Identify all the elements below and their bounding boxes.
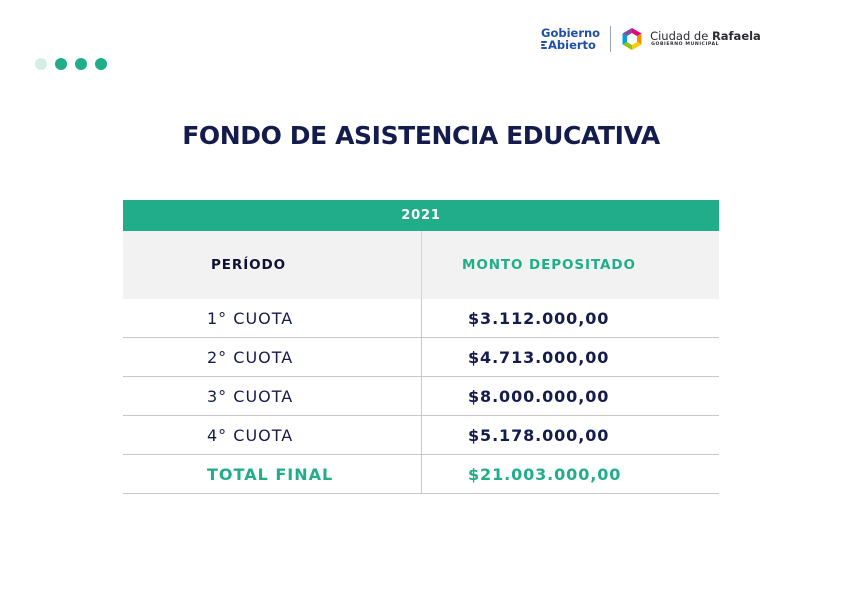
period-text: 4° CUOTA <box>207 426 294 445</box>
table-row <box>123 416 719 455</box>
header-logos <box>541 24 761 54</box>
page-title: FONDO DE ASISTENCIA EDUCATIVA <box>182 121 660 150</box>
ciudad-rafaela-hexagon-icon <box>620 27 644 51</box>
period-cell <box>123 377 421 415</box>
amount-cell <box>421 299 719 337</box>
logo-divider <box>610 26 611 52</box>
dot-4 <box>95 58 107 70</box>
period-text: 2° CUOTA <box>207 348 294 367</box>
total-amount: $21.003.000,00 <box>468 465 622 484</box>
period-text: 3° CUOTA <box>207 387 294 406</box>
dot-3 <box>75 58 87 70</box>
payments-table <box>123 200 719 494</box>
gobierno-abierto-line1: Gobierno <box>541 26 601 40</box>
period-cell <box>123 416 421 454</box>
ciudad-name-bold: Rafaela <box>711 29 761 43</box>
amount-text: $4.713.000,00 <box>468 348 610 367</box>
column-header-period-cell <box>123 231 421 299</box>
dot-1 <box>35 58 47 70</box>
table-total-row <box>123 455 719 494</box>
ciudad-name-regular: Ciudad de <box>650 29 712 43</box>
period-text: 1° CUOTA <box>207 309 294 328</box>
total-label-cell <box>123 455 421 493</box>
total-label: TOTAL FINAL <box>207 465 334 484</box>
amount-text: $8.000.000,00 <box>468 387 610 406</box>
table-year-header: 2021 <box>123 200 719 231</box>
amount-cell <box>421 377 719 415</box>
period-cell <box>123 299 421 337</box>
table-row <box>123 338 719 377</box>
gobierno-abierto-logo <box>541 27 600 51</box>
dot-2 <box>55 58 67 70</box>
column-header-period: PERÍODO <box>211 257 286 273</box>
column-header-amount-cell <box>421 231 719 299</box>
table-column-headers <box>123 231 719 299</box>
ciudad-rafaela-subtitle: GOBIERNO MUNICIPAL <box>651 42 720 47</box>
period-cell <box>123 338 421 376</box>
page-dots <box>35 58 107 70</box>
column-header-amount: MONTO DEPOSITADO <box>462 257 636 273</box>
gobierno-abierto-line2: Abierto <box>548 38 596 52</box>
amount-text: $5.178.000,00 <box>468 426 610 445</box>
table-row <box>123 377 719 416</box>
table-row <box>123 299 719 338</box>
amount-text: $3.112.000,00 <box>468 309 610 328</box>
ciudad-rafaela-logo-text <box>650 30 761 48</box>
open-lines-icon <box>541 41 547 49</box>
total-amount-cell <box>421 455 719 493</box>
amount-cell <box>421 416 719 454</box>
amount-cell <box>421 338 719 376</box>
ciudad-rafaela-name <box>650 30 761 42</box>
